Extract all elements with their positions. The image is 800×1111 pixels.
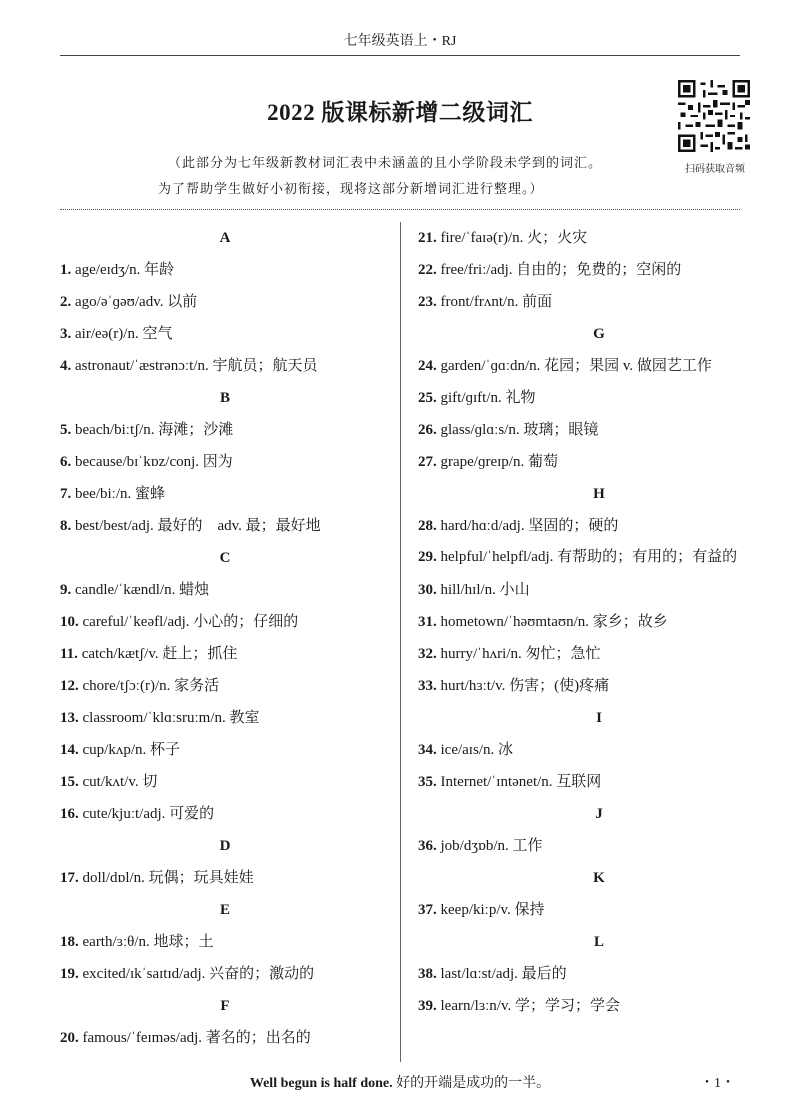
entry-number: 19.: [60, 966, 79, 982]
entry-text: cut/kʌt/v. 切: [82, 774, 158, 790]
section-letter: K: [593, 870, 605, 886]
vocab-entry: [60, 350, 390, 382]
entry-text: best/best/adj. 最好的 adv. 最；最好地: [75, 518, 321, 534]
entry-number: 14.: [60, 742, 79, 758]
vocab-entry: [418, 446, 780, 478]
vocab-entry: [60, 766, 390, 798]
entry-text: cup/kʌp/n. 杯子: [82, 742, 180, 758]
vocab-entry: [60, 958, 390, 990]
entry-text: hurry/ˈhʌri/n. 匆忙；急忙: [440, 646, 601, 662]
entry-number: 15.: [60, 774, 79, 790]
entry-text: hard/hɑːd/adj. 坚固的；硬的: [440, 518, 619, 534]
entry-text: last/lɑːst/adj. 最后的: [440, 966, 567, 982]
vocab-entry: [418, 606, 780, 638]
vocab-entry: [418, 990, 780, 1022]
entry-number: 3.: [60, 326, 72, 342]
entry-number: 38.: [418, 966, 437, 982]
entry-text: hometown/ˈhəʊmtaʊn/n. 家乡；故乡: [440, 614, 668, 630]
footer-motto: [0, 1072, 800, 1092]
entry-text: ice/aɪs/n. 冰: [440, 742, 513, 758]
entry-text: cute/kjuːt/adj. 可爱的: [82, 806, 215, 822]
vocab-entry: [60, 926, 390, 958]
entry-number: 26.: [418, 422, 437, 438]
entry-text: ago/əˈɡəʊ/adv. 以前: [75, 294, 198, 310]
vocab-entry: [418, 638, 780, 670]
vocab-column-left: [60, 222, 390, 1054]
vocab-entry: [60, 734, 390, 766]
entry-text: because/bɪˈkɒz/conj. 因为: [75, 454, 233, 470]
section-letter: G: [593, 326, 605, 342]
section-letter: A: [219, 230, 231, 246]
entry-number: 24.: [418, 358, 437, 374]
entry-text: astronaut/ˈæstrənɔːt/n. 宇航员；航天员: [75, 358, 318, 374]
entry-number: 28.: [418, 518, 437, 534]
page-number: ・1・: [700, 1076, 735, 1091]
entry-number: 17.: [60, 870, 79, 886]
entry-text: learn/lɜːn/v. 学；学习；学会: [440, 998, 620, 1014]
header-rule: [60, 55, 740, 56]
entry-text: hurt/hɜːt/v. 伤害；(使)疼痛: [440, 678, 610, 694]
entry-text: grape/ɡreɪp/n. 葡萄: [440, 454, 558, 470]
vocab-entry: [418, 382, 780, 414]
entry-number: 6.: [60, 454, 72, 470]
vocab-entry: [60, 414, 390, 446]
vocab-entry: [60, 638, 390, 670]
entry-number: 36.: [418, 838, 437, 854]
entry-number: 1.: [60, 262, 72, 278]
entry-number: 11.: [60, 646, 78, 662]
vocab-entry: [60, 254, 390, 286]
entry-text: job/dʒɒb/n. 工作: [440, 838, 543, 854]
entry-text: free/friː/adj. 自由的；免费的；空闲的: [440, 262, 682, 278]
entry-number: 30.: [418, 582, 437, 598]
entry-number: 4.: [60, 358, 72, 374]
qr-code-icon[interactable]: [678, 80, 750, 152]
entry-number: 37.: [418, 902, 437, 918]
intro-note-line-1: （此部分为七年级新教材词汇表中未涵盖的且小学阶段未学到的词汇。: [168, 155, 603, 170]
entry-text: bee/biː/n. 蜜蜂: [75, 486, 165, 502]
intro-note-line-2: 为了帮助学生做好小初衔接，现将这部分新增词汇进行整理。）: [158, 181, 544, 196]
section-letter: D: [219, 838, 231, 854]
entry-text: earth/ɜːθ/n. 地球；土: [82, 934, 214, 950]
entry-number: 23.: [418, 294, 437, 310]
vocab-entry: [60, 510, 390, 542]
qr-caption: 扫码获取音频: [685, 164, 745, 175]
vocab-entry: [418, 254, 780, 286]
entry-text: chore/tʃɔː(r)/n. 家务活: [82, 678, 220, 694]
section-letter: L: [593, 934, 604, 950]
entry-text: fire/ˈfaɪə(r)/n. 火；火灾: [440, 230, 588, 246]
entry-number: 27.: [418, 454, 437, 470]
entry-number: 34.: [418, 742, 437, 758]
vocab-entry: [60, 318, 390, 350]
entry-number: 20.: [60, 1030, 79, 1046]
vocab-entry: [418, 894, 780, 926]
vocab-entry: [418, 734, 780, 766]
entry-text: keep/kiːp/v. 保持: [440, 902, 545, 918]
entry-text: classroom/ˈklɑːsruːm/n. 教室: [82, 710, 260, 726]
entry-text: Internet/ˈɪntənet/n. 互联网: [440, 774, 602, 790]
section-letter: I: [596, 710, 602, 726]
vocab-column-right: [418, 222, 780, 1022]
entry-text: catch/kætʃ/v. 赶上；抓住: [81, 646, 238, 662]
vocab-entry: [60, 670, 390, 702]
entry-text: hill/hɪl/n. 小山: [440, 582, 530, 598]
vocab-entry: [418, 414, 780, 446]
vocab-entry: [60, 798, 390, 830]
vocab-entry: [418, 958, 780, 990]
vocab-entry: [418, 350, 780, 382]
entry-number: 9.: [60, 582, 72, 598]
dotted-divider: [60, 209, 740, 210]
vocab-entry: [60, 478, 390, 510]
entry-number: 16.: [60, 806, 79, 822]
entry-text: excited/ɪkˈsaɪtɪd/adj. 兴奋的；激动的: [82, 966, 315, 982]
vocab-entry: [418, 222, 780, 254]
entry-text: garden/ˈɡɑːdn/n. 花园；果园 v. 做园艺工作: [440, 358, 712, 374]
entry-number: 13.: [60, 710, 79, 726]
vocab-entry: [418, 286, 780, 318]
entry-text: age/eɪdʒ/n. 年龄: [75, 262, 175, 278]
vocab-entry: [418, 574, 780, 606]
vocab-entry: [60, 1022, 390, 1054]
entry-number: 32.: [418, 646, 437, 662]
vocab-entry: [60, 286, 390, 318]
entry-text: famous/ˈfeɪməs/adj. 著名的；出名的: [82, 1030, 311, 1046]
entry-text: gift/ɡɪft/n. 礼物: [440, 390, 536, 406]
entry-text: doll/dɒl/n. 玩偶；玩具娃娃: [82, 870, 254, 886]
footer-motto-english: Well begun is half done.: [249, 1076, 393, 1091]
entry-number: 12.: [60, 678, 79, 694]
entry-number: 29.: [418, 549, 437, 565]
vocab-entry: [60, 574, 390, 606]
entry-number: 21.: [418, 230, 437, 246]
vocab-entry: [60, 862, 390, 894]
section-letter: F: [220, 998, 230, 1014]
vocab-entry: [60, 606, 390, 638]
vocab-entry: [418, 542, 780, 574]
entry-number: 5.: [60, 422, 72, 438]
entry-number: 22.: [418, 262, 437, 278]
footer-motto-chinese: 好的开端是成功的一半。: [396, 1076, 551, 1091]
entry-text: helpful/ˈhelpfl/adj. 有帮助的；有用的；有益的: [440, 549, 738, 565]
entry-text: beach/biːtʃ/n. 海滩；沙滩: [75, 422, 234, 438]
entry-text: glass/ɡlɑːs/n. 玻璃；眼镜: [440, 422, 599, 438]
entry-number: 18.: [60, 934, 79, 950]
vocab-entry: [418, 830, 780, 862]
entry-number: 10.: [60, 614, 79, 630]
page-header: 七年级英语上・RJ: [343, 34, 457, 49]
entry-text: candle/ˈkændl/n. 蜡烛: [75, 582, 210, 598]
entry-number: 7.: [60, 486, 72, 502]
section-letter: J: [595, 806, 603, 822]
vocab-entry: [60, 446, 390, 478]
entry-number: 8.: [60, 518, 72, 534]
entry-text: air/eə(r)/n. 空气: [75, 326, 173, 342]
page-title: 2022 版课标新增二级词汇: [267, 100, 533, 125]
entry-number: 31.: [418, 614, 437, 630]
entry-text: careful/ˈkeəfl/adj. 小心的；仔细的: [82, 614, 299, 630]
section-letter: E: [219, 902, 230, 918]
section-letter: B: [219, 390, 230, 406]
entry-number: 25.: [418, 390, 437, 406]
entry-number: 35.: [418, 774, 437, 790]
vocab-entry: [418, 510, 780, 542]
vocab-entry: [60, 702, 390, 734]
entry-number: 2.: [60, 294, 72, 310]
column-divider: [400, 222, 401, 1062]
vocab-entry: [418, 766, 780, 798]
section-letter: C: [219, 550, 231, 566]
vocab-entry: [418, 670, 780, 702]
entry-number: 39.: [418, 998, 437, 1014]
section-letter: H: [593, 486, 605, 502]
entry-number: 33.: [418, 678, 437, 694]
entry-text: front/frʌnt/n. 前面: [440, 294, 553, 310]
